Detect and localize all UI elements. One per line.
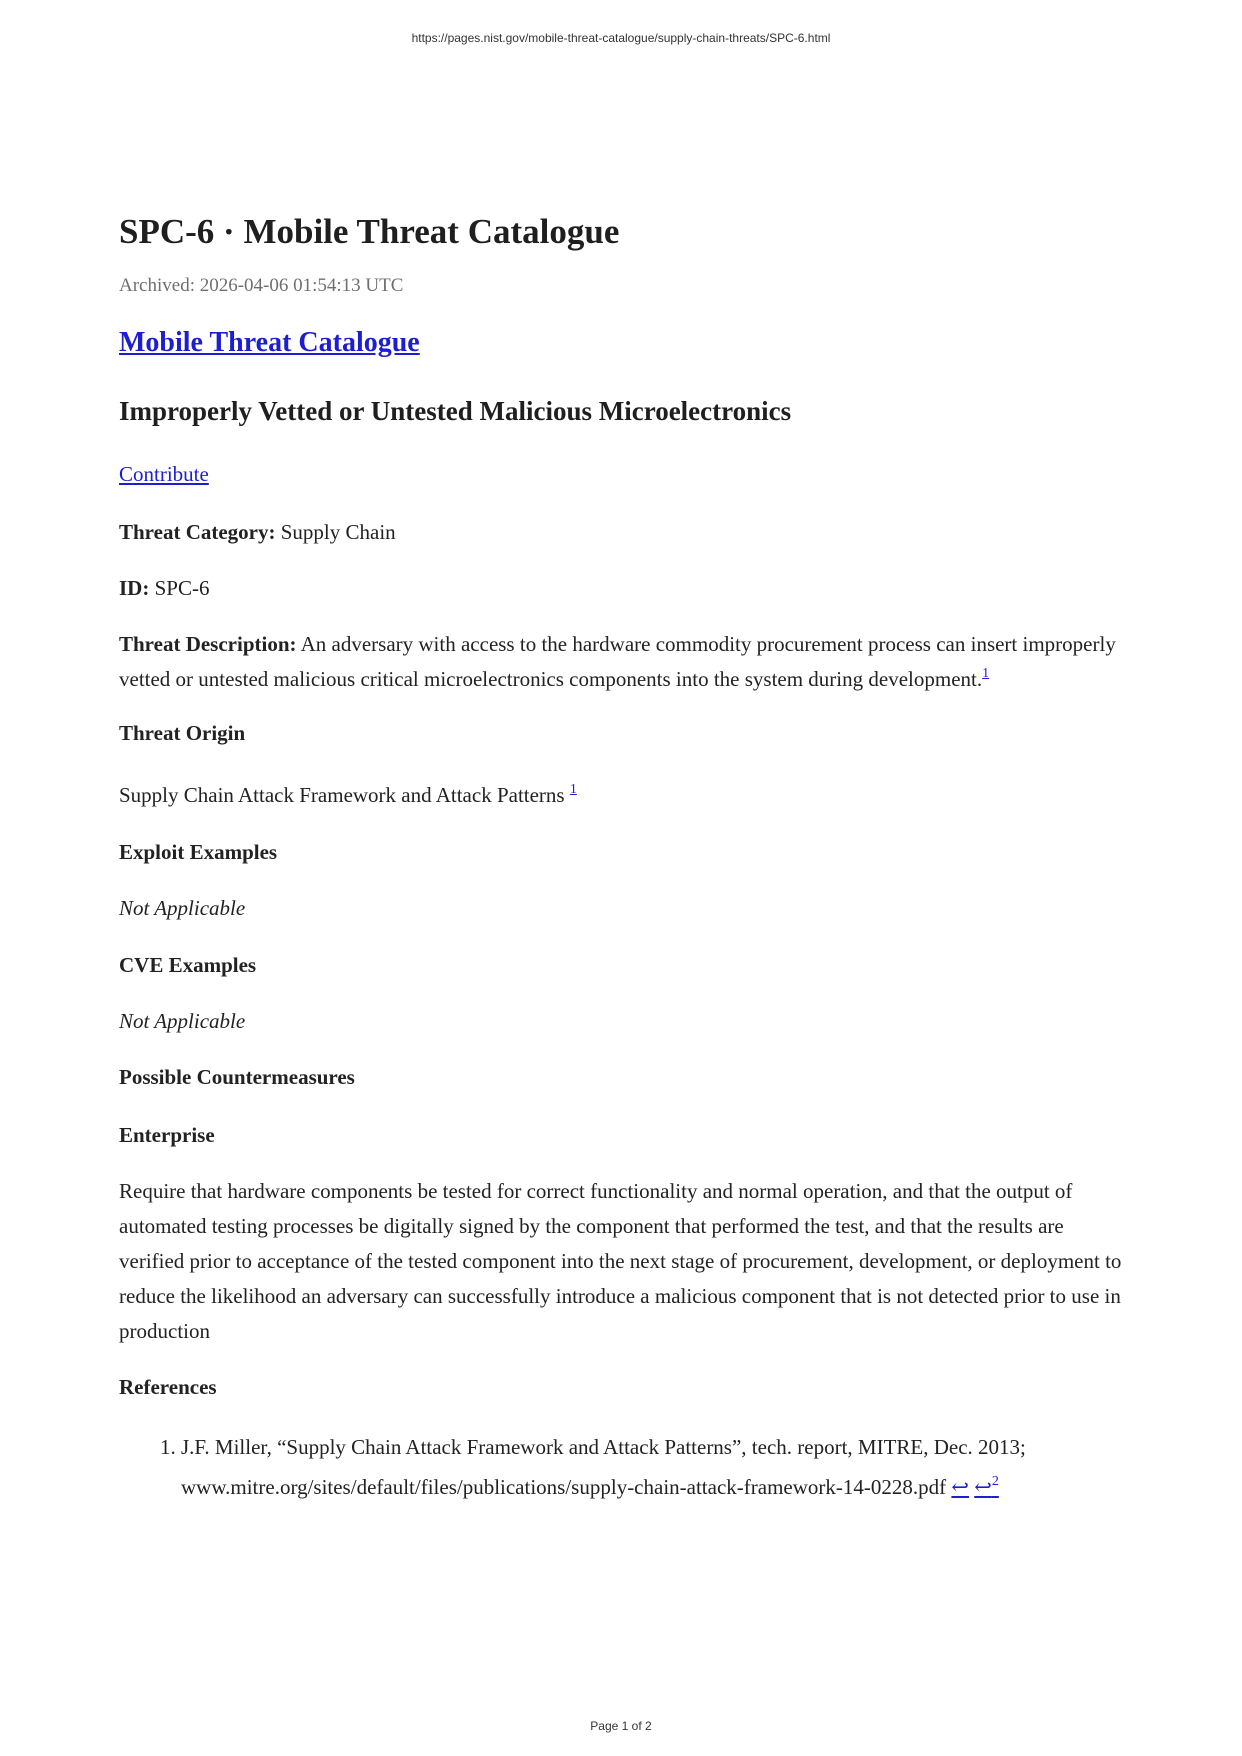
archived-timestamp: Archived: 2026-04-06 01:54:13 UTC [119, 275, 404, 296]
threat-category-label: Threat Category: [119, 520, 276, 544]
threat-origin-text: Supply Chain Attack Framework and Attack Patterns [119, 783, 570, 807]
enterprise-heading: Enterprise [119, 1123, 215, 1147]
exploit-examples-value: Not Applicable [119, 896, 246, 920]
threat-title: Improperly Vetted or Untested Malicious Microelectronics [119, 396, 792, 426]
threat-description [119, 627, 1124, 697]
cve-examples-heading: CVE Examples [119, 953, 257, 977]
cve-examples-value: Not Applicable [119, 1009, 246, 1033]
reference-backlink-arrow: ↩ [974, 1475, 992, 1499]
exploit-examples-text [119, 891, 1124, 926]
footnote-link[interactable]: 1 [982, 666, 990, 681]
reference-backlink[interactable] [974, 1475, 999, 1499]
threat-description-text: An adversary with access to the hardware commodity procurement process can insert improperly vetted or untested malicious critical microelectronics components into the system during development. [119, 632, 1116, 691]
reference-item [181, 1427, 1124, 1507]
reference-backlink[interactable]: ↩ [951, 1475, 969, 1499]
threat-category [119, 515, 1124, 550]
cve-examples-text [119, 1004, 1124, 1039]
threat-id-value: SPC-6 [149, 576, 210, 600]
references-list [119, 1427, 1124, 1507]
contribute-link[interactable]: Contribute [119, 462, 209, 486]
document-content [119, 210, 1124, 1507]
page-title: SPC-6 · Mobile Threat Catalogue [119, 212, 620, 251]
enterprise-countermeasure: Require that hardware components be tested for correct functionality and normal operation, and that the output of automated testing processes be digitally signed by the component that performed the test, and that the results are verified prior to acceptance of the tested component into the next stage of procurement, development, or deployment to reduce the likelihood an adversary can successfully introduce a malicious component that is not detected prior to use in production [119, 1179, 1122, 1343]
footnote-link[interactable]: 1 [569, 782, 577, 797]
threat-description-label: Threat Description: [119, 632, 297, 656]
reference-text: J.F. Miller, “Supply Chain Attack Framework and Attack Patterns”, tech. report, MITRE, Dec. 2013; www.mitre.org/sites/default/files/publications/supply-chain-attack-framework-14-0228.pdf [181, 1435, 1026, 1499]
threat-category-value: Supply Chain [275, 520, 396, 544]
references-heading: References [119, 1375, 217, 1399]
countermeasures-heading: Possible Countermeasures [119, 1065, 355, 1089]
threat-id [119, 571, 1124, 606]
exploit-examples-heading: Exploit Examples [119, 840, 278, 864]
print-header-url: https://pages.nist.gov/mobile-threat-catalogue/supply-chain-threats/SPC-6.html [411, 31, 831, 45]
catalogue-heading [119, 326, 1124, 360]
contribute-paragraph [119, 457, 1124, 492]
reference-backlink-sup: 2 [991, 1474, 999, 1489]
catalogue-home-link[interactable]: Mobile Threat Catalogue [119, 327, 420, 358]
threat-id-label: ID: [119, 576, 150, 600]
threat-origin [119, 778, 1124, 813]
page-indicator: Page 1 of 2 [590, 1719, 652, 1733]
threat-origin-heading: Threat Origin [119, 721, 246, 745]
